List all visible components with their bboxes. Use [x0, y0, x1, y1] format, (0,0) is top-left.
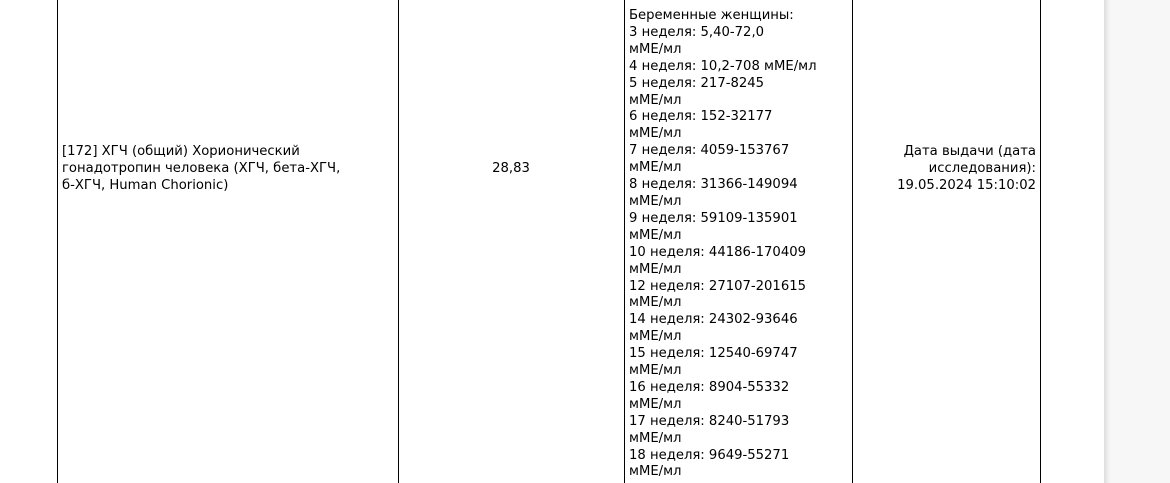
table-border-left [57, 0, 58, 483]
reference-range-cell: Беременные женщины: 3 неделя: 5,40-72,0 мМЕ/мл 4 неделя: 10,2-708 мМЕ/мл 5 неделя: 217-8245 мМЕ/мл 6 неделя: 152-32177 мМЕ/мл 7 неделя: 4059-153767 мМЕ/мл 8 неделя: 31366-149094 мМЕ/мл 9 неделя: 59109-135901 мМЕ/мл 10 неделя: 44186-170409 мМЕ/мл 12 неделя: 27107-201615 мМЕ/мл 14 неделя: 24302-93646 мМЕ/мл 15 неделя: 12540-69747 мМЕ/мл 16 неделя: 8904-55332 мМЕ/мл 17 неделя: 8240-51793 мМЕ/мл 18 неделя: 9649-55271 мМЕ/мл [629, 8, 817, 480]
test-name-cell: [172] ХГЧ (общий) Хорионический гонадотропин человека (ХГЧ, бета-ХГЧ, б-ХГЧ, Human Chorionic) [62, 144, 341, 193]
result-value-cell: 28,83 [492, 161, 530, 176]
table-border-col2 [398, 0, 399, 483]
table-border-right [1040, 0, 1041, 483]
page-shadow [1104, 0, 1110, 483]
issue-date-cell: Дата выдачи (дата исследования): 19.05.2024 15:10:02 [897, 144, 1036, 193]
table-border-col3 [624, 0, 625, 483]
